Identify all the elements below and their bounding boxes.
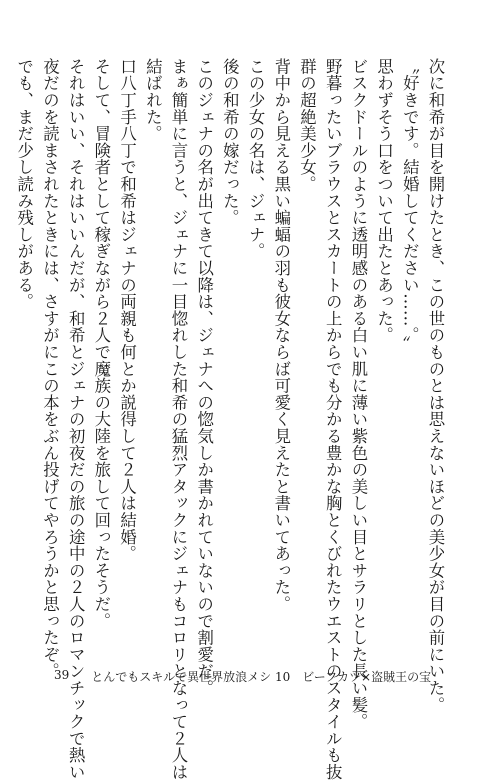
text-line-9: 後の和希の嫁だった。 bbox=[220, 58, 240, 226]
text-line-15: それはいい、それはいいんだが、和希とジェナの初夜だの旅の途中の２人のロマンチックで熱い bbox=[66, 58, 86, 780]
page-footer bbox=[54, 668, 431, 685]
page-number: 39 bbox=[54, 668, 70, 682]
text-line-4: ビスクドールのように透明感のある白い肌に薄い紫色の美しい目とサラリとした長い髪。 bbox=[348, 58, 368, 730]
text-line-5: 野暮ったいブラウスとスカートの上からでも分かる豊かな胸とくびれたウエストのスタイルも抜 bbox=[323, 58, 343, 780]
text-line-17: でも、まだ少し読み残しがある。 bbox=[14, 58, 34, 310]
text-line-10: このジェナの名が出てきて以降は、ジェナへの惚気しか書かれていないので割愛だ。 bbox=[194, 58, 214, 697]
text-line-2: 〝好きです。結婚してください……。〟 bbox=[400, 58, 420, 353]
text-line-6: 群の超絶美少女。 bbox=[297, 58, 317, 193]
text-line-11: まぁ簡単に言うと、ジェナに一目惚れした和希の猛烈アタックにジェナもコロリとなって２人は bbox=[168, 58, 188, 780]
text-line-3: 思わずそう口をついて出たとあった。 bbox=[374, 58, 394, 344]
text-line-14: そして、冒険者として稼ぎながら２人で魔族の大陸を旅して回ったそうだ。 bbox=[91, 58, 111, 630]
text-line-13: 口八丁手八丁で和希はジェナの両親も何とか説得して２人は結婚。 bbox=[117, 58, 137, 562]
text-line-1: 次に和希が目を開けたとき、この世のものとは思えないほどの美少女が目の前にいた。 bbox=[426, 58, 445, 714]
book-title: とんでもスキルで異世界放浪メシ 10 ビーフカツ×盗賊王の宝 bbox=[91, 670, 432, 684]
text-line-12: 結ばれた。 bbox=[143, 58, 163, 142]
text-line-16: 夜だのを読まされたときには、さすがにこの本をぶん投げてやろうかと思ったぞ。 bbox=[40, 58, 60, 680]
text-line-8: この少女の名は、ジェナ。 bbox=[246, 58, 266, 260]
text-line-7: 背中から見える黒い蝙蝠の羽も彼女ならば可愛く見えたと書いてあった。 bbox=[271, 58, 291, 613]
